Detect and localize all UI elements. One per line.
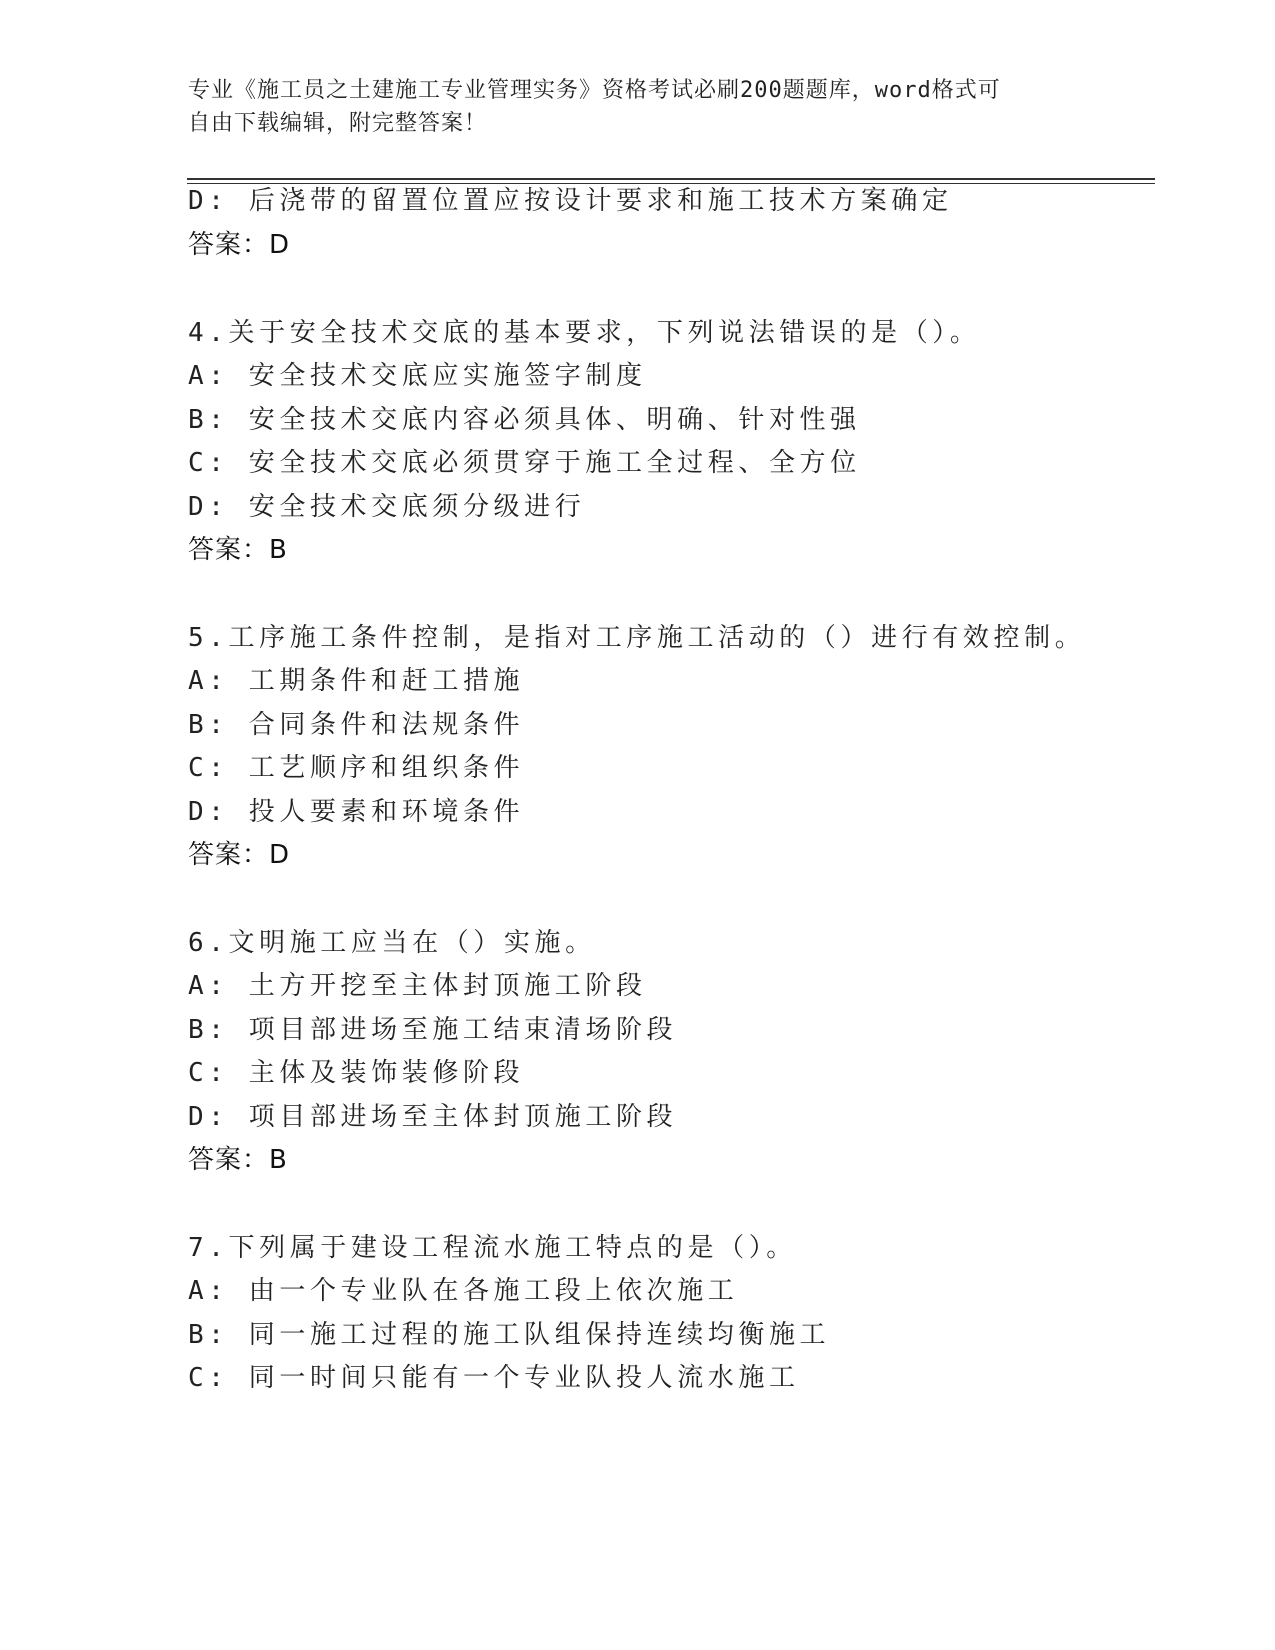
q5-option-d: D: 投人要素和环境条件 — [188, 797, 525, 827]
q6-option-d: D: 项目部进场至主体封顶施工阶段 — [188, 1102, 678, 1132]
q7-stem: 7.下列属于建设工程流水施工特点的是（）。 — [188, 1233, 797, 1263]
q4-stem: 4.关于安全技术交底的基本要求，下列说法错误的是（）。 — [188, 318, 981, 348]
q6-answer: 答案：B — [188, 1145, 288, 1175]
q5-option-b: B: 合同条件和法规条件 — [188, 710, 525, 740]
header-line-2: 自由下载编辑，附完整答案！ — [188, 111, 488, 136]
q5-option-c: C: 工艺顺序和组织条件 — [188, 753, 525, 783]
q5-answer: 答案：D — [188, 840, 291, 870]
q4-answer: 答案：B — [188, 535, 288, 565]
q4-option-a: A: 安全技术交底应实施签字制度 — [188, 361, 647, 391]
q6-option-b: B: 项目部进场至施工结束清场阶段 — [188, 1015, 678, 1045]
q7-option-b: B: 同一施工过程的施工队组保持连续均衡施工 — [188, 1320, 831, 1350]
q5-stem: 5.工序施工条件控制，是指对工序施工活动的（）进行有效控制。 — [188, 623, 1086, 653]
header-rule-thick — [187, 178, 1155, 180]
q6-option-c: C: 主体及装饰装修阶段 — [188, 1058, 525, 1088]
q4-option-c: C: 安全技术交底必须贯穿于施工全过程、全方位 — [188, 448, 861, 478]
prev-option-d: D: 后浇带的留置位置应按设计要求和施工技术方案确定 — [188, 186, 953, 216]
q5-option-a: A: 工期条件和赶工措施 — [188, 666, 525, 696]
q7-option-c: C: 同一时间只能有一个专业队投人流水施工 — [188, 1363, 800, 1393]
q4-option-d: D: 安全技术交底须分级进行 — [188, 492, 586, 522]
q4-option-b: B: 安全技术交底内容必须具体、明确、针对性强 — [188, 405, 861, 435]
q6-stem: 6.文明施工应当在（）实施。 — [188, 928, 596, 958]
q7-option-a: A: 由一个专业队在各施工段上依次施工 — [188, 1276, 739, 1306]
q6-option-a: A: 土方开挖至主体封顶施工阶段 — [188, 971, 647, 1001]
page-header — [188, 74, 1068, 140]
prev-answer: 答案：D — [188, 230, 291, 260]
header-line-1: 专业《施工员之土建施工专业管理实务》资格考试必刷200题题库，word格式可 — [188, 78, 1001, 103]
